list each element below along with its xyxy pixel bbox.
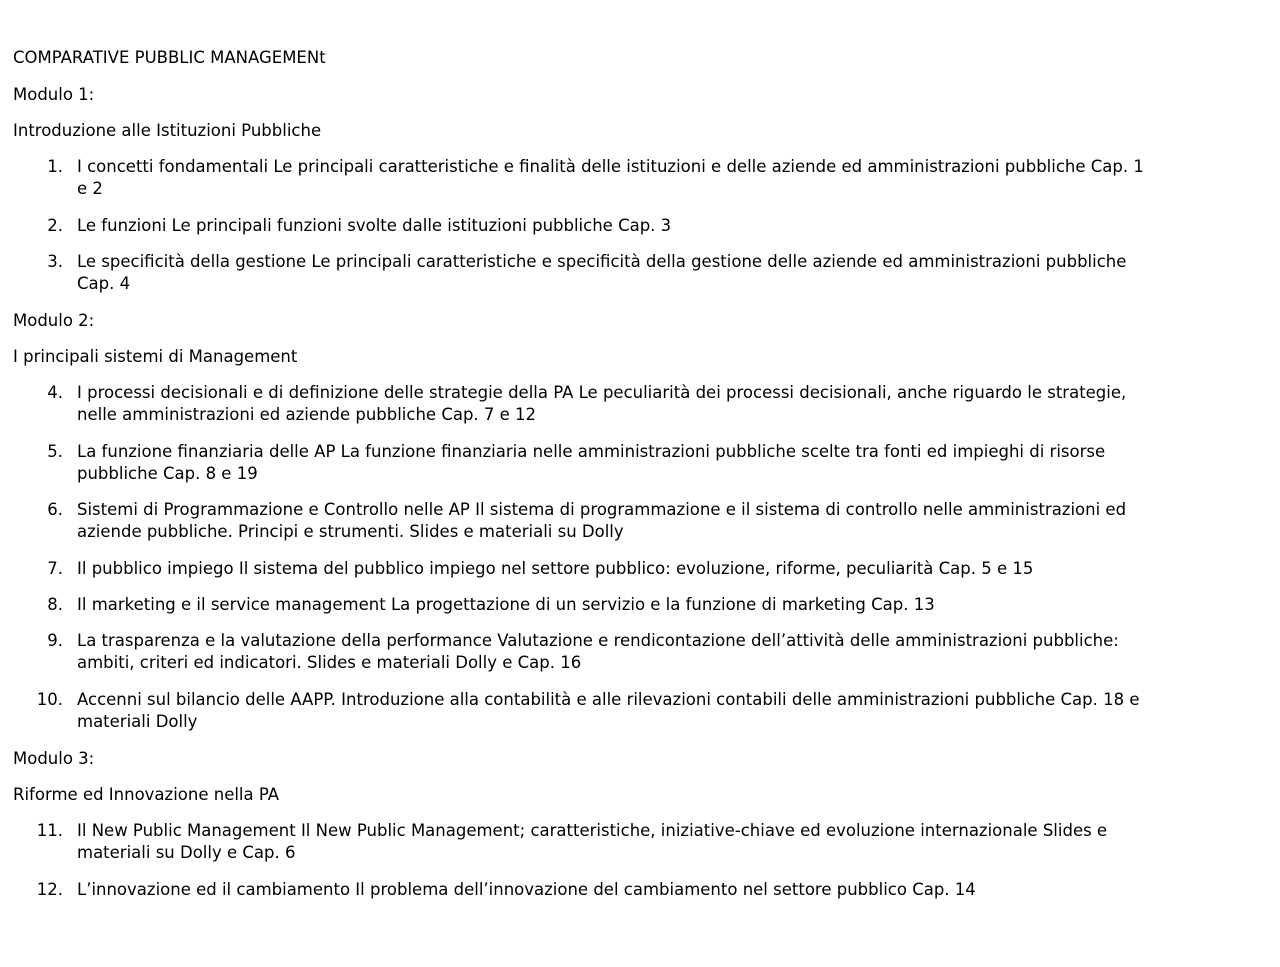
module-heading: Riforme ed Innovazione nella PA: [13, 785, 280, 804]
list-item-text: La funzione finanziaria delle AP La funzione finanziaria nelle amministrazioni pubbliche scelte tra fonti ed impieghi di risorse pubbliche Cap. 8 e 19: [77, 442, 1106, 483]
list-item-text: I processi decisionali e di definizione delle strategie della PA Le peculiarità dei processi decisionali, anche riguardo le strategie, nelle amministrazioni ed aziende pubbliche Cap. 7 e 12: [77, 383, 1127, 424]
module-heading: Introduzione alle Istituzioni Pubbliche: [13, 121, 322, 140]
list-item-text: Le funzioni Le principali funzioni svolte dalle istituzioni pubbliche Cap. 3: [77, 216, 672, 235]
list-item-number: 9.: [47, 631, 63, 650]
list-item-number: 4.: [47, 383, 63, 402]
document-title: COMPARATIVE PUBBLIC MANAGEMENt: [13, 48, 326, 67]
list-item-number: 11.: [36, 821, 63, 840]
list-item-number: 12.: [36, 880, 63, 899]
list-item-text: La trasparenza e la valutazione della performance Valutazione e rendicontazione dell’attività delle amministrazioni pubbliche: ambiti, criteri ed indicatori. Slides e materiali Dolly e Cap. 16: [77, 631, 1119, 672]
list-item-number: 8.: [47, 595, 63, 614]
list-item-number: 3.: [47, 252, 63, 271]
module-label: Modulo 3:: [13, 749, 95, 768]
list-item-number: 5.: [47, 442, 63, 461]
module-label: Modulo 2:: [13, 311, 95, 330]
list-item-number: 7.: [47, 559, 63, 578]
list-item-number: 2.: [47, 216, 63, 235]
list-item-text: Il New Public Management Il New Public Management; caratteristiche, iniziative-chiave ed evoluzione internazionale Slides e materiali su Dolly e Cap. 6: [77, 821, 1108, 862]
list-item-number: 10.: [36, 690, 63, 709]
list-item-number: 6.: [47, 500, 63, 519]
list-item-text: Sistemi di Programmazione e Controllo nelle AP Il sistema di programmazione e il sistema di controllo nelle amministrazioni ed aziende pubbliche. Principi e strumenti. Slides e materiali su Dolly: [77, 500, 1127, 541]
module-label: Modulo 1:: [13, 85, 95, 104]
list-item-text: L’innovazione ed il cambiamento Il problema dell’innovazione del cambiamento nel settore pubblico Cap. 14: [77, 880, 976, 899]
list-item-text: Il pubblico impiego Il sistema del pubblico impiego nel settore pubblico: evoluzione, riforme, peculiarità Cap. 5 e 15: [77, 559, 1034, 578]
module-heading: I principali sistemi di Management: [13, 347, 298, 366]
list-item-text: Il marketing e il service management La progettazione di un servizio e la funzione di marketing Cap. 13: [77, 595, 935, 614]
list-item-number: 1.: [47, 157, 63, 176]
list-item-text: Accenni sul bilancio delle AAPP. Introduzione alla contabilità e alle rilevazioni contabili delle amministrazioni pubbliche Cap. 18 e materiali Dolly: [77, 690, 1140, 731]
list-item-text: Le specificità della gestione Le principali caratteristiche e specificità della gestione delle aziende ed amministrazioni pubbliche Cap. 4: [77, 252, 1127, 293]
list-item-text: I concetti fondamentali Le principali caratteristiche e finalità delle istituzioni e delle aziende ed amministrazioni pubbliche Cap. 1 e 2: [77, 157, 1144, 198]
